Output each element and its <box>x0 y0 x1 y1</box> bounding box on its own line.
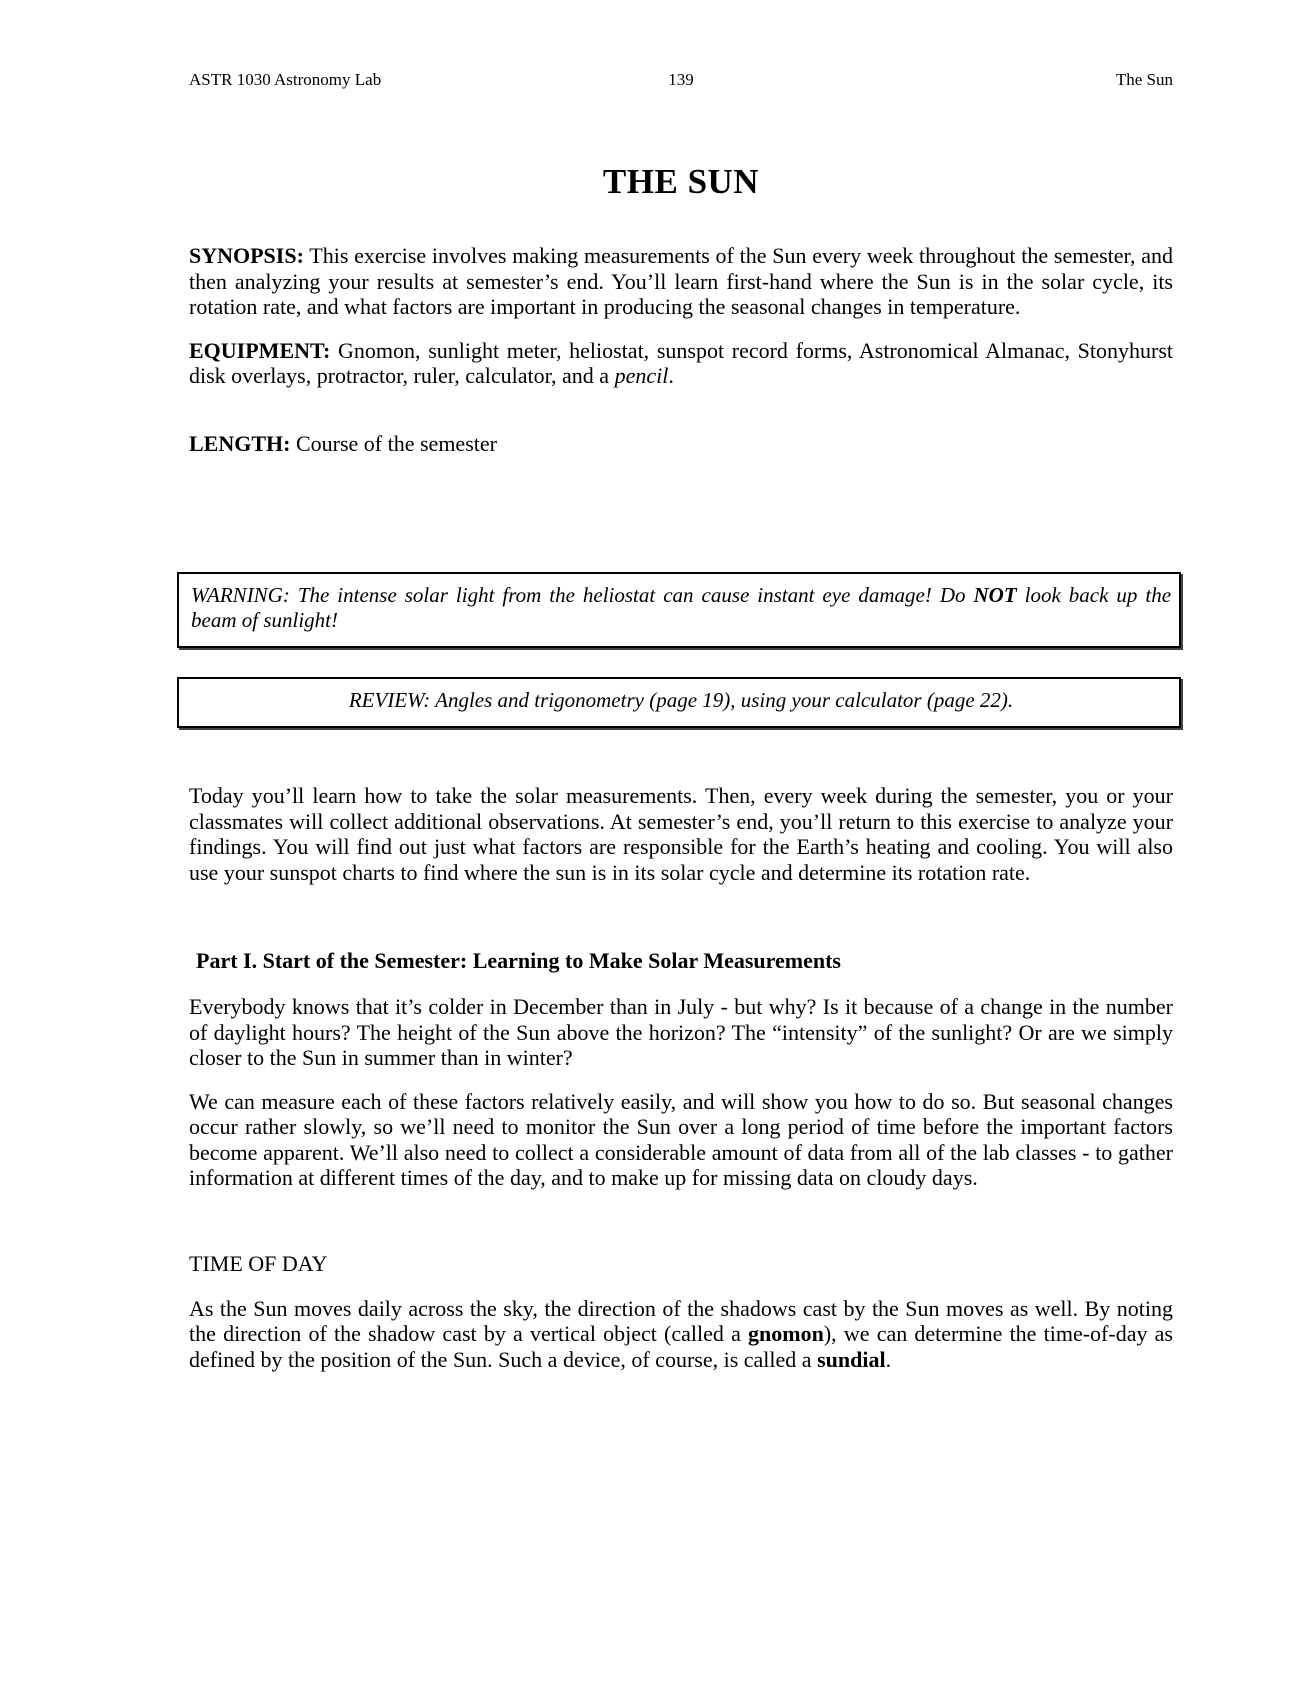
synopsis-text: This exercise involves making measurements of the Sun every week throughout the semester, and then analyzing your results at semester’s end. You’ll learn first-hand where the Sun is in the solar cycle, its rotation rate, and what factors are important in producing the seasonal changes in temperature. <box>189 243 1173 319</box>
review-box <box>177 677 1181 728</box>
intro-paragraph: Today you’ll learn how to take the solar measurements. Then, every week during the semester, you or your classmates will collect additional observations. At semester’s end, you’ll return to this exercise to analyze your findings. You will find out just what factors are responsible for the Earth’s heating and cooling. You will also use your sunspot charts to find where the sun is in its solar cycle and determine its rotation rate. <box>189 783 1173 885</box>
sundial-term: sundial <box>817 1346 886 1372</box>
part-one-heading: Part I. Start of the Semester: Learning to Make Solar Measurements <box>196 948 841 973</box>
review-text: REVIEW: Angles and trigonometry (page 19), using your calculator (page 22). <box>348 688 1014 712</box>
length-text: Course of the semester <box>290 430 497 456</box>
equipment-emphasis: pencil <box>614 363 669 388</box>
time-of-day-paragraph <box>189 1296 1173 1373</box>
document-page <box>189 70 1173 1372</box>
time-of-day-heading: TIME OF DAY <box>189 1250 328 1276</box>
length-paragraph <box>189 431 1173 457</box>
time-text-3: . <box>885 1346 892 1372</box>
equipment-paragraph <box>189 338 1173 389</box>
equipment-label: EQUIPMENT: <box>189 337 331 363</box>
page-title: THE SUN <box>602 162 760 201</box>
synopsis-paragraph <box>189 243 1173 320</box>
time-text-1: As the Sun moves daily across the sky, the direction of the shadows cast by the Sun moves as well. By noting the direction of the shadow cast by a vertical object (called a <box>189 1295 1173 1346</box>
length-label: LENGTH: <box>189 430 291 456</box>
running-header <box>189 70 1173 96</box>
warning-strong: NOT <box>973 583 1017 607</box>
equipment-end: . <box>668 363 674 388</box>
warning-text-after: look back up the beam of sunlight! <box>191 583 1172 632</box>
equipment-text: Gnomon, sunlight meter, heliostat, sunspot record forms, Astronomical Almanac, Stonyhurst disk overlays, protractor, ruler, calculator, and a <box>189 337 1173 388</box>
header-course: ASTR 1030 Astronomy Lab <box>189 70 382 89</box>
page-number: 139 <box>668 70 694 89</box>
seasons-question-paragraph: Everybody knows that it’s colder in December than in July - but why? Is it because of a change in the number of daylight hours? The height of the Sun above the horizon? The “intensity” of the sunlight? Or are we simply closer to the Sun in summer than in winter? <box>189 994 1173 1070</box>
synopsis-label: SYNOPSIS: <box>189 243 304 268</box>
header-chapter: The Sun <box>1115 70 1173 89</box>
warning-box <box>177 572 1181 648</box>
measurement-plan-paragraph: We can measure each of these factors relatively easily, and will show you how to do so. But seasonal changes occur rather slowly, so we’ll need to monitor the Sun over a long period of time before the important factors become apparent. We’ll also need to collect a considerable amount of data from all of the lab classes - to gather information at different times of the day, and to make up for missing data on cloudy days. <box>189 1088 1173 1190</box>
warning-text-before: WARNING: The intense solar light from the heliostat can cause instant eye damage! Do <box>191 583 974 607</box>
gnomon-term: gnomon <box>748 1321 824 1346</box>
time-text-2: ), we can determine the time-of-day as defined by the position of the Sun. Such a device, of course, is called a <box>189 1321 1173 1372</box>
